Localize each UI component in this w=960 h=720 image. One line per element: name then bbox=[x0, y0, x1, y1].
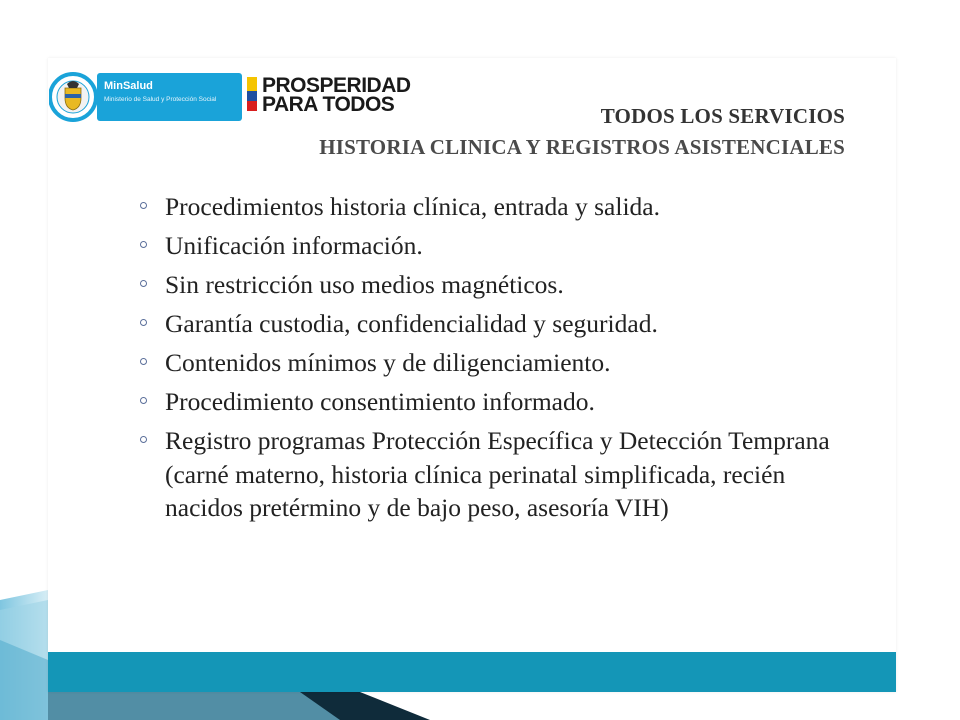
prosperidad-line-2: PARA TODOS bbox=[262, 93, 395, 116]
bullet-text: Garantía custodia, confidencialidad y seguridad. bbox=[165, 309, 658, 338]
minsalud-subtitle: Ministerio de Salud y Protección Social bbox=[104, 96, 217, 103]
bullet-text: Unificación información. bbox=[165, 231, 423, 260]
bullet-icon bbox=[140, 202, 147, 209]
bullet-item bbox=[140, 229, 860, 263]
bullet-list bbox=[140, 190, 860, 530]
bullet-item bbox=[140, 190, 860, 224]
bullet-icon bbox=[140, 358, 147, 365]
bullet-text: Sin restricción uso medios magnéticos. bbox=[165, 270, 564, 299]
bullet-icon bbox=[140, 241, 147, 248]
slide-subtitle: HISTORIA CLINICA Y REGISTROS ASISTENCIALES bbox=[319, 135, 845, 159]
bullet-icon bbox=[140, 319, 147, 326]
slide-title: TODOS LOS SERVICIOS bbox=[600, 104, 845, 128]
bullet-text: Registro programas Protección Específica y Detección Temprana (carné materno, historia clínica perinatal simplificada, recién nacidos pretérmino y de bajo peso, asesoría VIH) bbox=[165, 426, 830, 522]
minsalud-name: MinSalud bbox=[104, 80, 153, 92]
footer-band bbox=[48, 652, 896, 692]
bullet-text: Contenidos mínimos y de diligenciamiento. bbox=[165, 348, 611, 377]
bullet-item bbox=[140, 307, 860, 341]
bullet-icon bbox=[140, 436, 147, 443]
bullet-icon bbox=[140, 280, 147, 287]
bullet-text: Procedimientos historia clínica, entrada y salida. bbox=[165, 192, 660, 221]
bullet-item bbox=[140, 424, 860, 525]
prosperidad-line-1: PROSPERIDAD bbox=[262, 74, 411, 97]
prosperidad-text bbox=[262, 76, 411, 114]
bullet-text: Procedimiento consentimiento informado. bbox=[165, 387, 595, 416]
bullet-item bbox=[140, 268, 860, 302]
bullet-icon bbox=[140, 397, 147, 404]
bullet-item bbox=[140, 346, 860, 380]
bullet-item bbox=[140, 385, 860, 419]
